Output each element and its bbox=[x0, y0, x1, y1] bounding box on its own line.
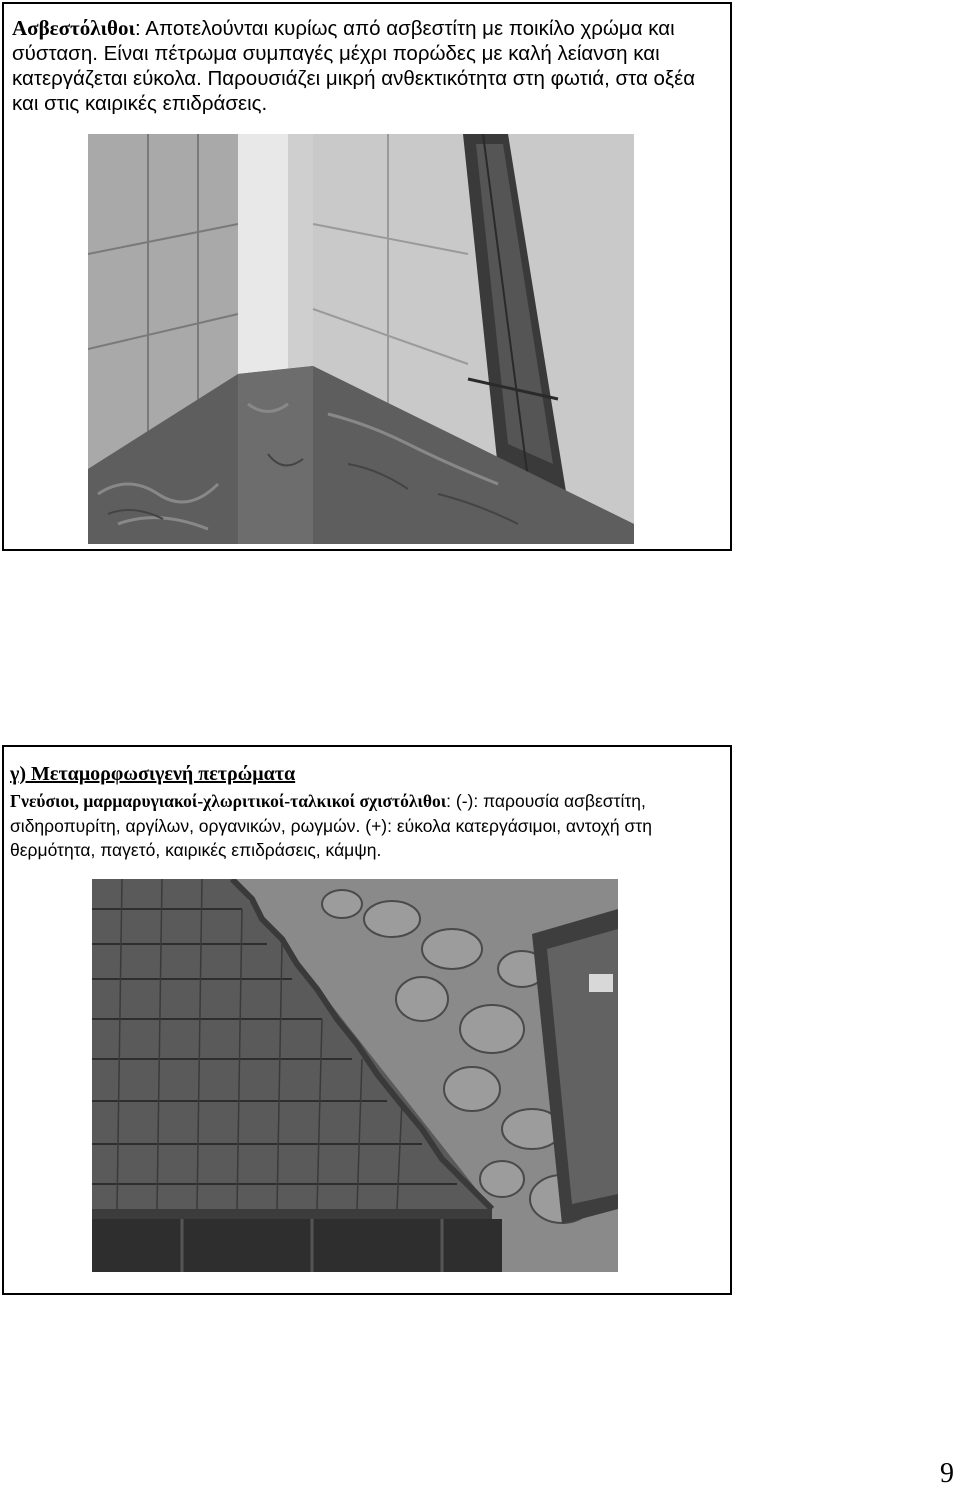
limestone-description: : Αποτελούνται κυρίως από ασβεστίτη με ποικίλο χρώμα και σύσταση. Είναι πέτρωμα συμπαγές μέχρι πορώδες με καλή λείανση και κατεργάζεται εύκολα. Παρουσιάζει μικρή ανθεκτικότητα στη φωτιά, στα οξέα και στις καιρικές επιδράσεις. bbox=[12, 17, 696, 115]
building-corner-photo bbox=[88, 134, 634, 544]
metamorphic-heading: γ) Μεταμορφωσιγενή πετρώματα bbox=[10, 763, 296, 785]
slide-metamorphic bbox=[2, 745, 732, 1295]
metamorphic-description: : (-): παρουσία ασβεστίτη, σιδηροπυρίτη, αργίλων, οργανικών, ρωγμών. (+): εύκολα κατεργάσιμοι, αντοχή στη θερμότητα, παγετό, καιρικές επιδράσεις, κάμψη. bbox=[10, 791, 652, 860]
limestone-paragraph bbox=[12, 16, 727, 116]
slate-roof-photo bbox=[92, 879, 618, 1272]
page-number: 9 bbox=[940, 1458, 954, 1489]
limestone-term: Ασβεστόλιθοι bbox=[12, 16, 136, 40]
slide-limestone bbox=[2, 2, 732, 551]
metamorphic-term: Γνεύσιοι, μαρμαρυγιακοί-χλωριτικοί-ταλκικοί σχιστόλιθοι bbox=[10, 791, 447, 811]
metamorphic-paragraph bbox=[10, 789, 726, 863]
